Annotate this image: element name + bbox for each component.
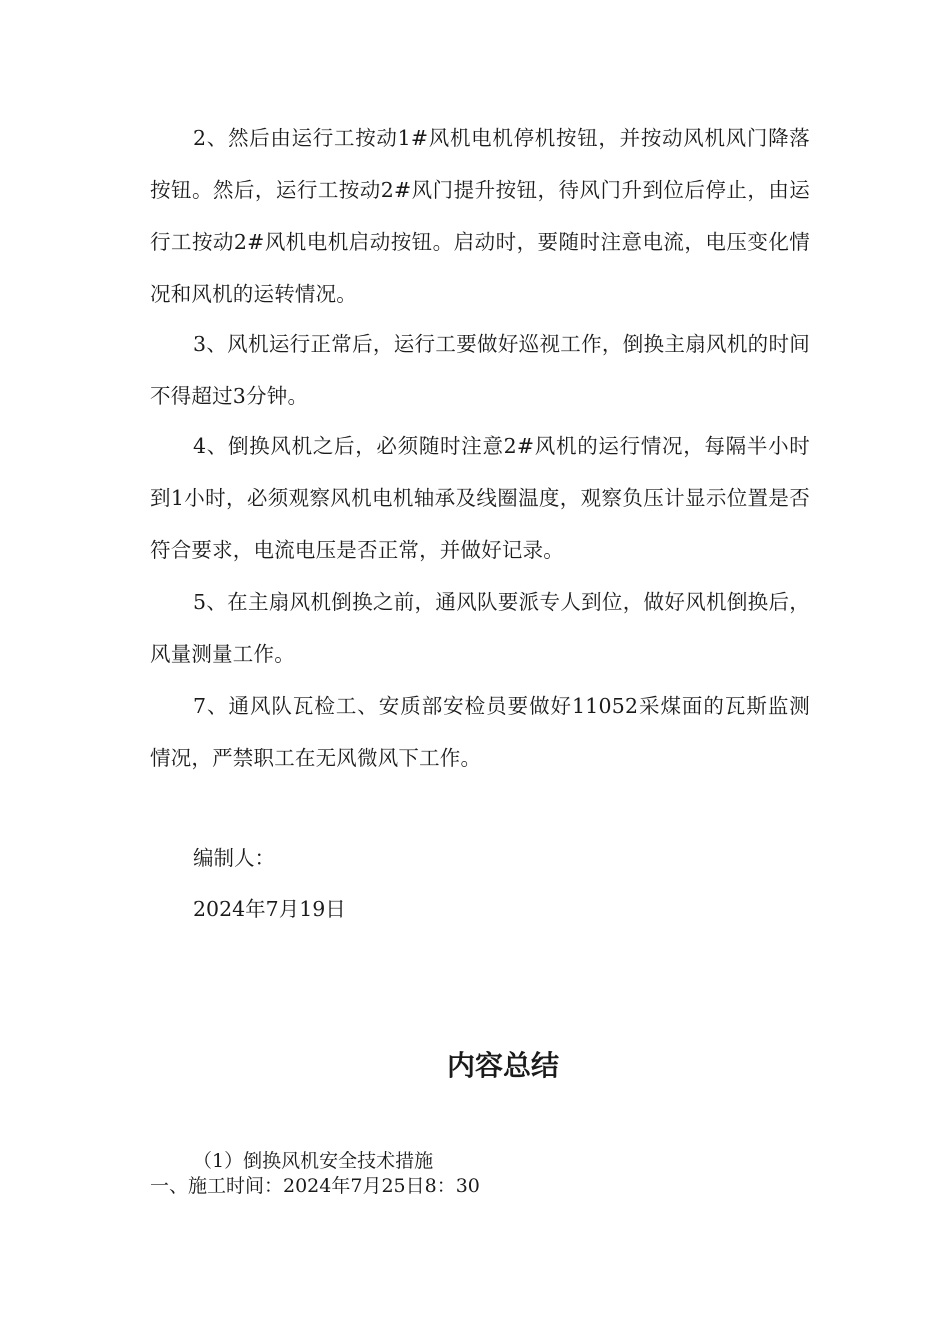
summary-item-construction-time: 一、施工时间：2024年7月25日8：30 [150,1175,480,1197]
step-7-paragraph: 7、通风队瓦检工、安质部安检员要做好11052采煤面的瓦斯监测情况，严禁职工在无风微风下工作。 [150,694,810,770]
step-3-paragraph: 3、风机运行正常后，运行工要做好巡视工作，倒换主扇风机的时间不得超过3分钟。 [150,332,810,408]
author-label: 编制人： [193,846,275,870]
step-5-paragraph: 5、在主扇风机倒换之前，通风队要派专人到位，做好风机倒换后，风量测量工作。 [150,590,810,666]
document-date: 2024年7月19日 [193,897,346,921]
step-2-paragraph: 2、然后由运行工按动1#风机电机停机按钮，并按动风机风门降落按钮。然后，运行工按动2#风门提升按钮，待风门升到位后停止，由运行工按动2#风机电机启动按钮。启动时，要随时注意电流，电压变化情况和风机的运转情况。 [150,126,810,306]
step-4-paragraph: 4、倒换风机之后，必须随时注意2#风机的运行情况，每隔半小时到1小时，必须观察风机电机轴承及线圈温度，观察负压计显示位置是否符合要求，电流电压是否正常，并做好记录。 [150,434,810,562]
summary-title: 内容总结 [446,1049,559,1082]
summary-item-measures: （1）倒换风机安全技术措施 [193,1150,434,1172]
